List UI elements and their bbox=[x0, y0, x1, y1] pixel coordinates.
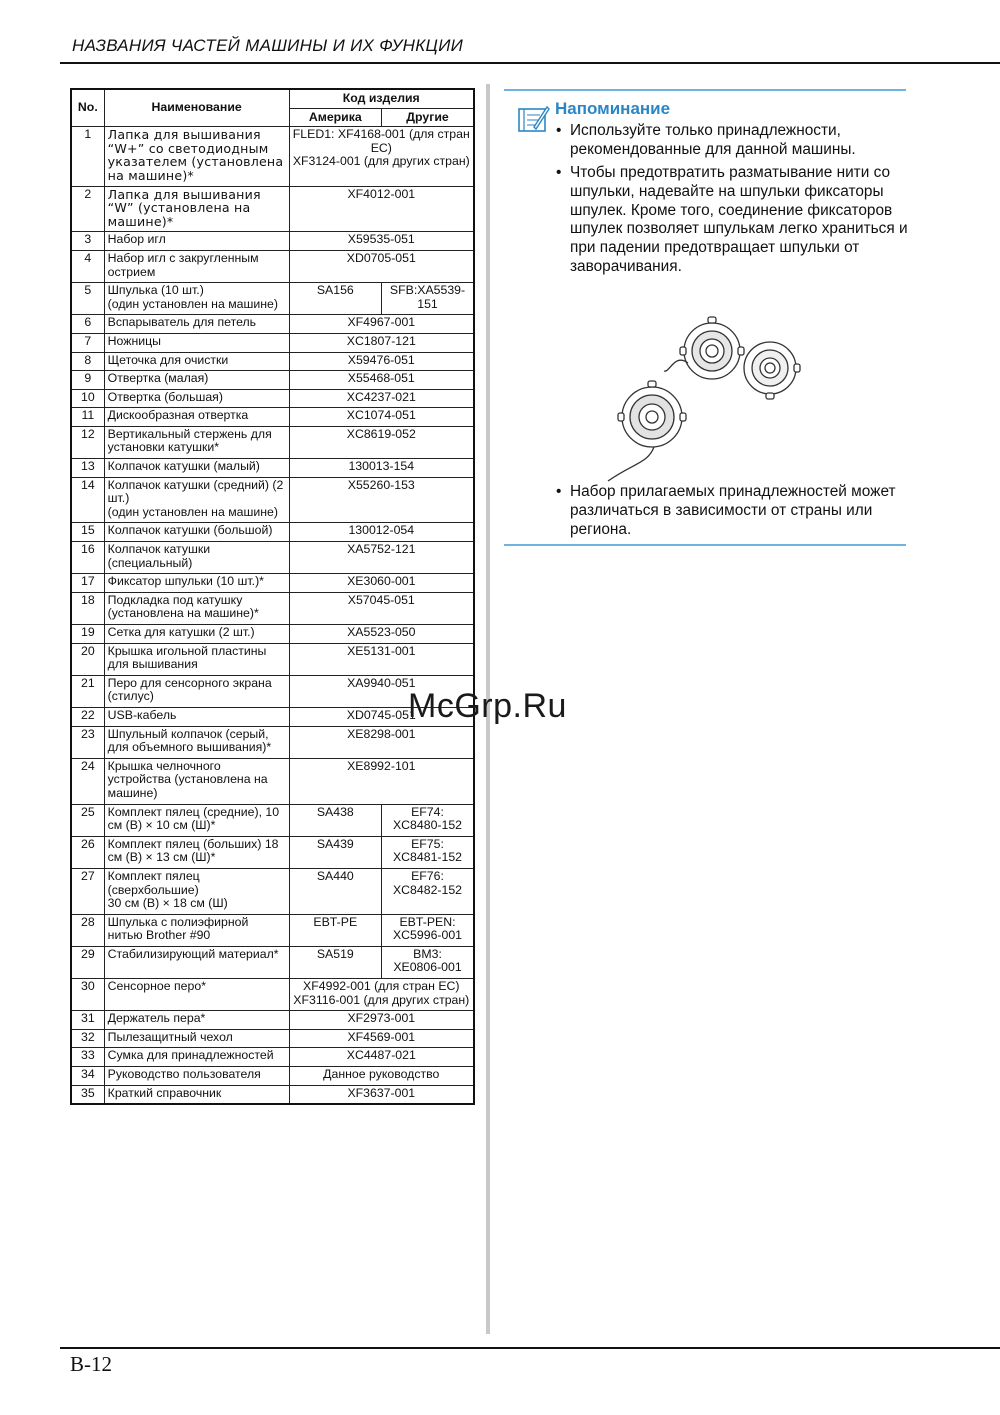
table-row bbox=[71, 758, 474, 804]
row-number: 5 bbox=[71, 283, 104, 315]
row-number: 13 bbox=[71, 459, 104, 478]
item-name: Колпачок катушки (средний) (2 шт.) (один установлен на машине) bbox=[104, 477, 289, 523]
col-header-name: Наименование bbox=[104, 89, 289, 127]
item-name: Шпулька с полиэфирной нитью Brother #90 bbox=[104, 914, 289, 946]
row-number: 26 bbox=[71, 836, 104, 868]
table-row bbox=[71, 1011, 474, 1030]
footer-rule bbox=[60, 1347, 1000, 1349]
item-code: XA9940-051 bbox=[289, 675, 474, 707]
memo-item: • Чтобы предотвратить разматывание нити со шпульки, надевайте на шпульки фиксаторы шпулек. Кроме того, соединение фиксаторов шпулек позволяет шпулькам легко храниться и при падении предотвращает шпульки от заворачивания. bbox=[556, 164, 908, 277]
row-number: 15 bbox=[71, 523, 104, 542]
item-name: Крышка игольной пластины для вышивания bbox=[104, 643, 289, 675]
table-row bbox=[71, 914, 474, 946]
item-code: X55260-153 bbox=[289, 477, 474, 523]
row-number: 20 bbox=[71, 643, 104, 675]
item-name: Комплект пялец (больших) 18 см (В) × 13 см (Ш)* bbox=[104, 836, 289, 868]
row-number: 24 bbox=[71, 758, 104, 804]
row-number: 14 bbox=[71, 477, 104, 523]
table-row bbox=[71, 868, 474, 914]
item-code: XA5752-121 bbox=[289, 542, 474, 574]
col-header-america: Америка bbox=[289, 108, 381, 127]
item-code-america: SA156 bbox=[289, 283, 381, 315]
row-number: 30 bbox=[71, 979, 104, 1011]
item-code-america: SA439 bbox=[289, 836, 381, 868]
table-row bbox=[71, 186, 474, 232]
row-number: 35 bbox=[71, 1085, 104, 1104]
item-name: Отвертка (малая) bbox=[104, 371, 289, 390]
table-row bbox=[71, 1029, 474, 1048]
page-number: B-12 bbox=[70, 1352, 112, 1376]
item-code-america: EBT-PE bbox=[289, 914, 381, 946]
item-name: Щеточка для очистки bbox=[104, 352, 289, 371]
table-row bbox=[71, 283, 474, 315]
item-code: XF4992-001 (для стран ЕС) XF3116-001 (для других стран) bbox=[289, 979, 474, 1011]
item-name: Набор игл bbox=[104, 232, 289, 251]
item-name: Шпулька (10 шт.) (один установлен на машине) bbox=[104, 283, 289, 315]
table-row bbox=[71, 625, 474, 644]
accessories-table bbox=[70, 88, 475, 1105]
item-code-other: EBT-PEN: XC5996-001 bbox=[382, 914, 474, 946]
table-row bbox=[71, 250, 474, 282]
row-number: 33 bbox=[71, 1048, 104, 1067]
table-row bbox=[71, 592, 474, 624]
item-code: XE8298-001 bbox=[289, 726, 474, 758]
item-code: FLED1: XF4168-001 (для стран ЕС) XF3124-001 (для других стран) bbox=[289, 127, 474, 186]
item-name: Руководство пользователя bbox=[104, 1067, 289, 1086]
item-code: XA5523-050 bbox=[289, 625, 474, 644]
memo-notebook-icon bbox=[518, 105, 550, 133]
item-code-other: EF74: XC8480-152 bbox=[382, 804, 474, 836]
item-name: Вспарыватель для петель bbox=[104, 315, 289, 334]
item-code: XF2973-001 bbox=[289, 1011, 474, 1030]
item-name: Перо для сенсорного экрана (стилус) bbox=[104, 675, 289, 707]
row-number: 34 bbox=[71, 1067, 104, 1086]
memo-item: • Используйте только принадлежности, рекомендованные для данной машины. bbox=[556, 122, 908, 160]
item-code-other: EF76: XC8482-152 bbox=[382, 868, 474, 914]
row-number: 6 bbox=[71, 315, 104, 334]
item-name: Колпачок катушки (большой) bbox=[104, 523, 289, 542]
item-name: Сетка для катушки (2 шт.) bbox=[104, 625, 289, 644]
watermark: McGrp.Ru bbox=[408, 687, 567, 725]
item-name: Ножницы bbox=[104, 333, 289, 352]
row-number: 1 bbox=[71, 127, 104, 186]
table-row bbox=[71, 352, 474, 371]
item-code: XE3060-001 bbox=[289, 574, 474, 593]
table-row bbox=[71, 979, 474, 1011]
item-code: XC8619-052 bbox=[289, 426, 474, 458]
table-row bbox=[71, 127, 474, 186]
item-name: Лапка для вышивания “W+” со светодиодным указателем (установлена на машине)* bbox=[104, 127, 289, 186]
item-code: XD0705-051 bbox=[289, 250, 474, 282]
item-code-other: BM3: XE0806-001 bbox=[382, 946, 474, 978]
table-row bbox=[71, 574, 474, 593]
item-name: Сенсорное перо* bbox=[104, 979, 289, 1011]
table-row bbox=[71, 408, 474, 427]
item-name: Краткий справочник bbox=[104, 1085, 289, 1104]
table-row bbox=[71, 426, 474, 458]
row-number: 18 bbox=[71, 592, 104, 624]
item-code-america: SA440 bbox=[289, 868, 381, 914]
table-row bbox=[71, 315, 474, 334]
row-number: 28 bbox=[71, 914, 104, 946]
item-name: Дискообразная отвертка bbox=[104, 408, 289, 427]
item-code: XC1074-051 bbox=[289, 408, 474, 427]
row-number: 12 bbox=[71, 426, 104, 458]
row-number: 32 bbox=[71, 1029, 104, 1048]
table-row bbox=[71, 643, 474, 675]
item-name: Вертикальный стержень для установки катушки* bbox=[104, 426, 289, 458]
item-code: XF4569-001 bbox=[289, 1029, 474, 1048]
row-number: 16 bbox=[71, 542, 104, 574]
item-code: X57045-051 bbox=[289, 592, 474, 624]
row-number: 23 bbox=[71, 726, 104, 758]
row-number: 3 bbox=[71, 232, 104, 251]
row-number: 21 bbox=[71, 675, 104, 707]
item-code: X55468-051 bbox=[289, 371, 474, 390]
item-code: XE5131-001 bbox=[289, 643, 474, 675]
item-code: XF3637-001 bbox=[289, 1085, 474, 1104]
col-header-no: No. bbox=[71, 89, 104, 127]
row-number: 2 bbox=[71, 186, 104, 232]
item-name: Шпульный колпачок (серый, для объемного вышивания)* bbox=[104, 726, 289, 758]
item-name: Пылезащитный чехол bbox=[104, 1029, 289, 1048]
item-code: XC1807-121 bbox=[289, 333, 474, 352]
table-row bbox=[71, 1048, 474, 1067]
col-header-other: Другие bbox=[382, 108, 474, 127]
item-code: XC4237-021 bbox=[289, 389, 474, 408]
table-row bbox=[71, 836, 474, 868]
item-code: 130013-154 bbox=[289, 459, 474, 478]
table-row bbox=[71, 726, 474, 758]
item-code-america: SA438 bbox=[289, 804, 381, 836]
row-number: 7 bbox=[71, 333, 104, 352]
row-number: 31 bbox=[71, 1011, 104, 1030]
item-name: Держатель пера* bbox=[104, 1011, 289, 1030]
item-code: 130012-054 bbox=[289, 523, 474, 542]
item-code: XF4012-001 bbox=[289, 186, 474, 232]
row-number: 17 bbox=[71, 574, 104, 593]
table-body bbox=[71, 127, 474, 1105]
memo-box bbox=[504, 89, 908, 538]
col-header-code: Код изделия bbox=[289, 89, 474, 108]
item-code: XF4967-001 bbox=[289, 315, 474, 334]
item-code: XD0745-051 bbox=[289, 707, 474, 726]
table-row bbox=[71, 371, 474, 390]
item-code: XC4487-021 bbox=[289, 1048, 474, 1067]
table-row bbox=[71, 333, 474, 352]
item-name: Колпачок катушки (специальный) bbox=[104, 542, 289, 574]
row-number: 27 bbox=[71, 868, 104, 914]
item-name: Стабилизирующий материал* bbox=[104, 946, 289, 978]
table-row bbox=[71, 542, 474, 574]
table-row bbox=[71, 232, 474, 251]
header-rule bbox=[60, 62, 1000, 64]
table-row bbox=[71, 804, 474, 836]
item-name: Крышка челночного устройства (установлена на машине) bbox=[104, 758, 289, 804]
memo-bottom-rule bbox=[504, 544, 906, 546]
row-number: 10 bbox=[71, 389, 104, 408]
item-name: Отвертка (большая) bbox=[104, 389, 289, 408]
row-number: 19 bbox=[71, 625, 104, 644]
row-number: 11 bbox=[71, 408, 104, 427]
item-name: USB-кабель bbox=[104, 707, 289, 726]
memo-title: Напоминание bbox=[555, 99, 671, 118]
row-number: 22 bbox=[71, 707, 104, 726]
table-row bbox=[71, 389, 474, 408]
item-name: Сумка для принадлежностей bbox=[104, 1048, 289, 1067]
row-number: 4 bbox=[71, 250, 104, 282]
table-row bbox=[71, 459, 474, 478]
item-name: Комплект пялец (сверхбольшие) 30 см (В) × 18 см (Ш) bbox=[104, 868, 289, 914]
table-row bbox=[71, 1085, 474, 1104]
page-header-title: НАЗВАНИЯ ЧАСТЕЙ МАШИНЫ И ИХ ФУНКЦИИ bbox=[72, 36, 464, 55]
item-code: X59535-051 bbox=[289, 232, 474, 251]
table-row bbox=[71, 477, 474, 523]
table-row bbox=[71, 1067, 474, 1086]
item-name: Фиксатор шпульки (10 шт.)* bbox=[104, 574, 289, 593]
row-number: 9 bbox=[71, 371, 104, 390]
item-code: X59476-051 bbox=[289, 352, 474, 371]
item-code: XE8992-101 bbox=[289, 758, 474, 804]
row-number: 25 bbox=[71, 804, 104, 836]
item-name: Колпачок катушки (малый) bbox=[104, 459, 289, 478]
item-code: Данное руководство bbox=[289, 1067, 474, 1086]
item-name: Комплект пялец (средние), 10 см (В) × 10 см (Ш)* bbox=[104, 804, 289, 836]
item-code-other: EF75: XC8481-152 bbox=[382, 836, 474, 868]
bobbin-clips-illustration bbox=[604, 313, 814, 483]
row-number: 8 bbox=[71, 352, 104, 371]
item-name: Лапка для вышивания “W” (установлена на машине)* bbox=[104, 186, 289, 232]
row-number: 29 bbox=[71, 946, 104, 978]
memo-item: • Набор прилагаемых принадлежностей может различаться в зависимости от страны или региона. bbox=[556, 483, 908, 539]
item-name: Набор игл с закругленным острием bbox=[104, 250, 289, 282]
item-code-other: SFB:XA5539-151 bbox=[382, 283, 474, 315]
table-row bbox=[71, 946, 474, 978]
item-code-america: SA519 bbox=[289, 946, 381, 978]
table-row bbox=[71, 523, 474, 542]
item-name: Подкладка под катушку (установлена на машине)* bbox=[104, 592, 289, 624]
